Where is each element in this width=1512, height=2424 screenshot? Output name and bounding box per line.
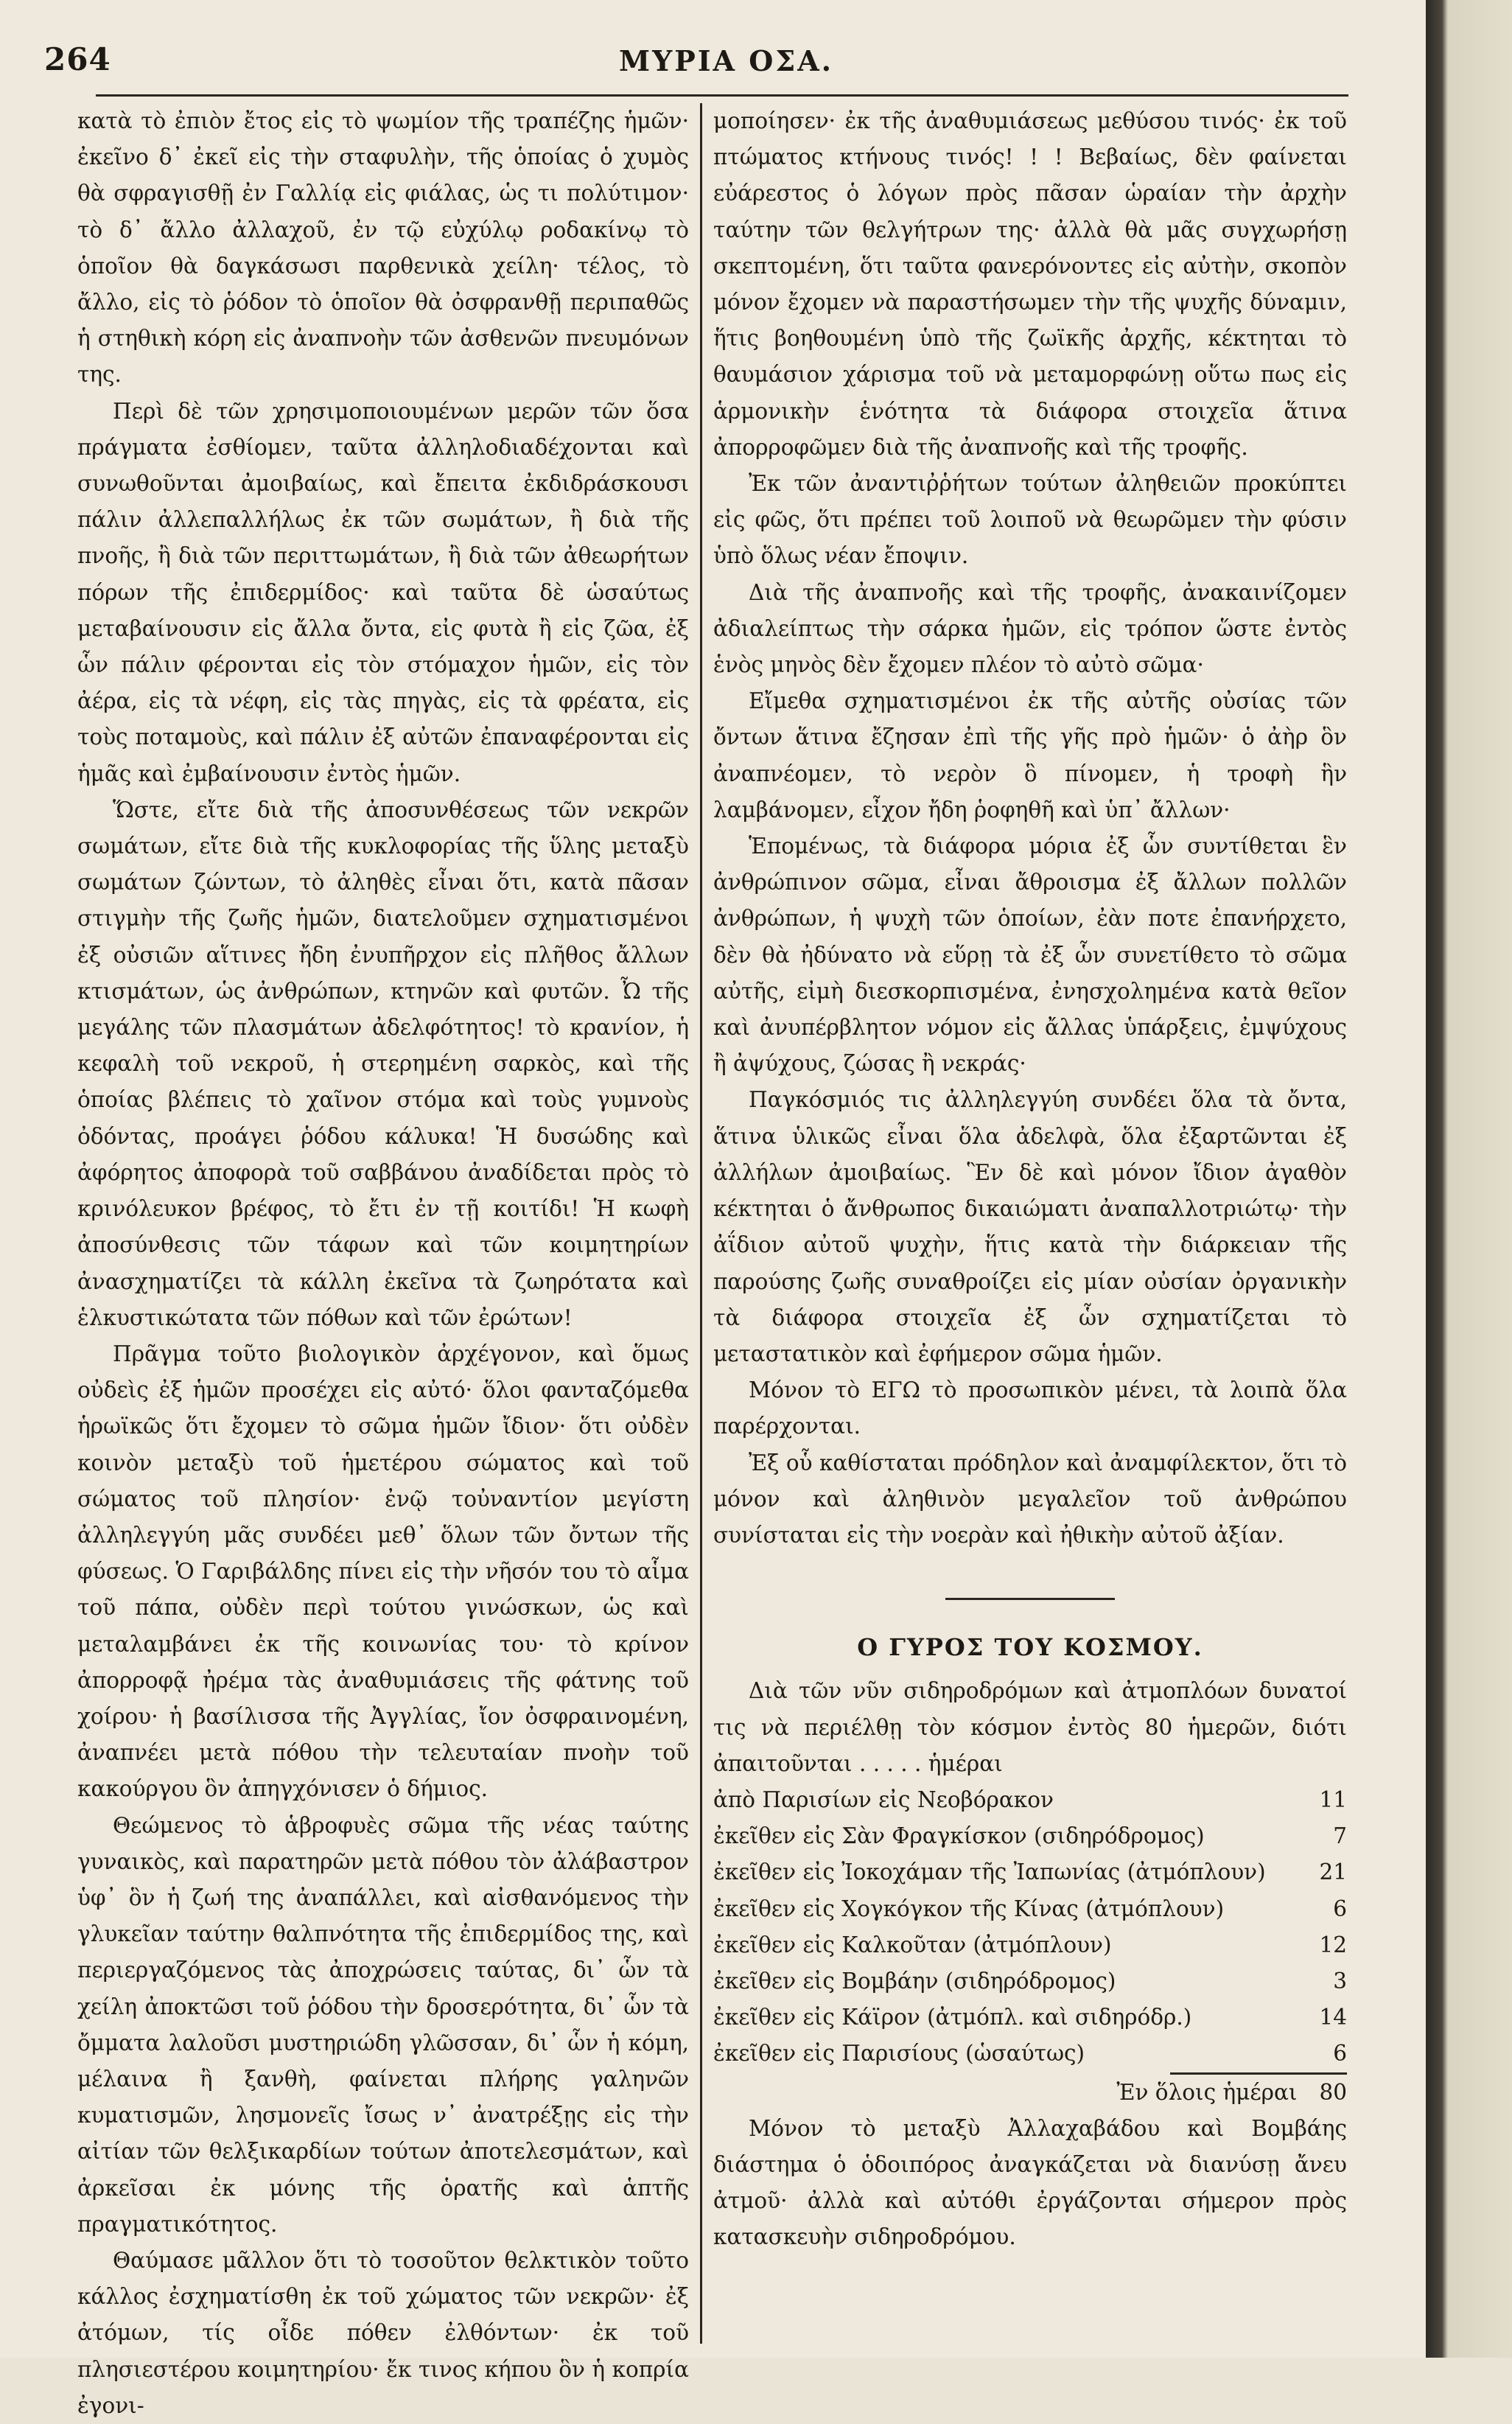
- route: ἐκεῖθεν εἰς Χογκόγκον τῆς Κίνας (ἀτμόπλουν): [713, 1896, 1225, 1921]
- days: 6: [1333, 2041, 1347, 2067]
- page-number: 264: [44, 41, 111, 77]
- column-divider: [700, 103, 702, 2344]
- paragraph: Ἐξ οὗ καθίσταται πρόδηλον καὶ ἀναμφίλεκτον, ὅτι τὸ μόνον καὶ ἀληθινὸν μεγαλεῖον τοῦ ἀνθρώπου συνίσταται εἰς τὴν νοερὰν καὶ ἠθικὴν αὐτοῦ ἀξίαν.: [713, 1450, 1347, 1548]
- total-row: [713, 2075, 1347, 2111]
- itinerary-row: [713, 1891, 1347, 1927]
- page-header: [44, 29, 1341, 88]
- days: 6: [1333, 1896, 1347, 1921]
- paragraph: Πρᾶγμα τοῦτο βιολογικὸν ἀρχέγονον, καὶ ὅμως οὐδεὶς ἐξ ἡμῶν προσέχει εἰς αὐτό· ὅλοι φανταζόμεθα ἡρωϊκῶς ὅτι ἔχομεν τὸ σῶμα ἡμῶν ἴδιον· ὅτι οὐδὲν κοινὸν μεταξὺ τοῦ ἡμετέρου σώματος καὶ τοῦ σώματος τοῦ πλησίον· ἐνῷ τοὐναντίον μεγίστη ἀλληλεγγύη μᾶς συνδέει μεθ᾽ ὅλων τῶν ὄντων τῆς φύσεως. Ὁ Γαριβάλδης πίνει εἰς τὴν νῆσόν του τὸ αἷμα τοῦ πάπα, οὐδὲν περὶ τούτου γινώσκων, ὡς καὶ μεταλαμβάνει ἐκ τῆς κοινωνίας του· τὸ κρίνον ἀπορροφᾷ ἠρέμα τὰς ἀναθυμιάσεις τῆς φάτνης τοῦ χοίρου· ἡ βασίλισσα τῆς Ἀγγλίας, ἴον ὀσφραινομένη, ἀναπνέει μετὰ πόθου τὴν τελευταίαν πνοὴν τοῦ κακούργου ὃν ἀπηγχόνισεν ὁ δήμιος.: [77, 1341, 689, 1802]
- paragraph: Περὶ δὲ τῶν χρησιμοποιουμένων μερῶν τῶν ὅσα πράγματα ἐσθίομεν, ταῦτα ἀλληλοδιαδέχονται καὶ συνωθοῦνται ἀμοιβαίως, καὶ ἔπειτα ἐκδιδράσκουσι πάλιν ἀλλεπαλλήλως ἐκ τῶν σωμάτων, ἢ διὰ τῆς πνοῆς, ἢ διὰ τῶν περιττωμάτων, ἢ διὰ τῶν ἀθεωρήτων πόρων τῆς ἐπιδερμίδος· καὶ ταῦτα δὲ ὡσαύτως μεταβαίνουσιν εἰς ἄλλα ὄντα, εἰς φυτὰ ἢ εἰς ζῶα, ἐξ ὧν πάλιν φέρονται εἰς τὸν στόμαχον ἡμῶν, εἰς τὸν ἀέρα, εἰς τὰ νέφη, εἰς τὰς πηγὰς, εἰς τὰ φρέατα, εἰς τοὺς ποταμοὺς, καὶ πάλιν ἐξ αὐτῶν ἐπαναφέρονται εἰς ἡμᾶς καὶ ἐμβαίνουσιν ἐντὸς ἡμῶν.: [77, 398, 689, 786]
- tour-intro: [713, 1673, 1347, 1782]
- paragraph: κατὰ τὸ ἐπιὸν ἔτος εἰς τὸ ψωμίον τῆς τραπέζης ἡμῶν· ἐκεῖνο δ᾽ ἐκεῖ εἰς τὴν σταφυλὴν, τῆς ὁποίας ὁ χυμὸς θὰ σφραγισθῇ ἐν Γαλλίᾳ εἰς φιάλας, ὡς τι πολύτιμον· τὸ δ᾽ ἄλλο ἀλλαχοῦ, ἐν τῷ εὐχύλῳ ροδακίνῳ τὸ ὁποῖον θὰ δαγκάσωσι παρθενικὰ χείλη· τέλος, τὸ ἄλλο, εἰς τὸ ῥόδον τὸ ὁποῖον θὰ ὀσφρανθῇ περιπαθῶς ἡ στηθικὴ κόρη εἰς ἀναπνοὴν τῶν ἀσθενῶν πνευμόνων της.: [77, 108, 689, 388]
- right-column: [713, 103, 1347, 2256]
- itinerary-table: [713, 1782, 1347, 2072]
- days-label: ἡμέραι: [928, 1750, 1003, 1776]
- left-column: [77, 103, 689, 2424]
- paragraph: Διὰ τῆς ἀναπνοῆς καὶ τῆς τροφῆς, ἀνακαινίζομεν ἀδιαλείπτως τὴν σάρκα ἡμῶν, εἰς τρόπον ὥστε ἐντὸς ἑνὸς μηνὸς δὲν ἔχομεν πλέον τὸ αὐτὸ σῶμα·: [713, 579, 1347, 678]
- paragraph: Θεώμενος τὸ ἁβροφυὲς σῶμα τῆς νέας ταύτης γυναικὸς, καὶ παρατηρῶν μετὰ πόθου τὸν ἀλάβαστρον ὑφ᾽ ὃν ἡ ζωή της ἀναπάλλει, καὶ αἰσθανόμενος τὴν γλυκεῖαν ταύτην θαλπνότητα τῆς ἐπιδερμίδος της, καὶ περιεργαζόμενος τὰς ἀποχρώσεις ταύτας, δι᾽ ὧν τὰ χείλη ἀποκτῶσι τοῦ ῥόδου τὴν δροσερότητα, δι᾽ ὧν τὰ ὄμματα λαλοῦσι μυστηριώδη γλῶσσαν, δι᾽ ὧν ἡ κόμη, μέλαινα ἢ ξανθὴ, φαίνεται πλήρης γαληνῶν κυματισμῶν, λησμονεῖς ἴσως ν᾽ ἀνατρέξῃς εἰς τὴν αἰτίαν τῶν θελξικαρδίων τούτων ἀποτελεσμάτων, καὶ ἀρκεῖσαι ἐκ μόνης τῆς ὁρατῆς καὶ ἁπτῆς πραγματικότητος.: [77, 1812, 689, 2237]
- route: ἀπὸ Παρισίων εἰς Νεοβόρακον: [713, 1786, 1054, 1812]
- itinerary-row: [713, 2036, 1347, 2072]
- days: 3: [1333, 1968, 1347, 1994]
- route: ἐκεῖθεν εἰς Ἰοκοχάμαν τῆς Ἰαπωνίας (ἀτμόπλουν): [713, 1859, 1266, 1885]
- header-rule: [96, 94, 1348, 97]
- paragraph-continuation: μοποίησεν· ἐκ τῆς ἀναθυμιάσεως μεθύσου τινός· ἐκ τοῦ πτώματος κτήνους τινός! ! ! Βεβαίως, δὲν φαίνεται εὐάρεστος ὁ λόγων πρὸς πᾶσαν ὡραίαν τὴν ἀρχὴν ταύτην τῶν θελγήτρων της· ἀλλὰ θὰ μᾶς συγχωρήσῃ σκεπτομένη, ὅτι ταῦτα φανερόνοντες εἰς αὐτὴν, σκοπὸν μόνον ἔχομεν νὰ παραστήσωμεν τὴν τῆς ψυχῆς δύναμιν, ἥτις βοηθουμένη ὑπὸ τῆς ζωϊκῆς ἀρχῆς, κέκτηται τὸ θαυμάσιον χάρισμα τοῦ νὰ μεταμορφώνῃ οὕτω πως εἰς ἁρμονικὴν ἑνότητα τὰ διάφορα στοιχεῖα ἅτινα ἀπορροφῶμεν διὰ τῆς ἀναπνοῆς καὶ τῆς τροφῆς.: [713, 108, 1347, 460]
- paragraph: Ἑπομένως, τὰ διάφορα μόρια ἐξ ὧν συντίθεται ἓν ἀνθρώπινον σῶμα, εἶναι ἄθροισμα ἐξ ἄλλων πολλῶν ἀνθρώπων, ἡ ψυχὴ τῶν ὁποίων, ἐὰν ποτε ἐπανήρχετο, δὲν θὰ ἠδύνατο νὰ εὕρῃ τὰ ἐξ ὧν συνετίθετο τὸ σῶμα αὐτῆς, εἰμὴ διεσκορπισμένα, ἐνησχολημένα κατὰ θεῖον καὶ ἀνυπέρβλητον νόμον εἰς ἄλλας ὑπάρξεις, ἐμψύχους ἢ ἀψύχους, ζώσας ἢ νεκράς·: [713, 834, 1347, 1077]
- section-title: Ο ΓΥΡΟΣ ΤΟΥ ΚΟΣΜΟΥ.: [857, 1633, 1203, 1662]
- adjacent-page-edge: [1426, 0, 1512, 2358]
- total-label: Ἐν ὅλοις ἡμέραι: [1116, 2079, 1298, 2105]
- route: ἐκεῖθεν εἰς Βομβάην (σιδηρόδρομος): [713, 1968, 1116, 1994]
- days: 12: [1319, 1932, 1347, 1957]
- itinerary-row: [713, 1854, 1347, 1890]
- days: 14: [1319, 2005, 1347, 2030]
- paragraph: Ὥστε, εἴτε διὰ τῆς ἀποσυνθέσεως τῶν νεκρῶν σωμάτων, εἴτε διὰ τῆς κυκλοφορίας τῆς ὕλης μεταξὺ σωμάτων ζώντων, τὸ ἀληθὲς εἶναι ὅτι, κατὰ πᾶσαν στιγμὴν τῆς ζωῆς ἡμῶν, διατελοῦμεν σχηματισμένοι ἐξ οὐσιῶν αἵτινες ἤδη ἐνυπῆρχον εἰς πλῆθος ἄλλων κτισμάτων, ὡς ἀνθρώπων, κτηνῶν καὶ φυτῶν. Ὦ τῆς μεγάλης τῶν πλασμάτων ἀδελφότητος! τὸ κρανίον, ἡ κεφαλὴ τοῦ νεκροῦ, ἡ στερημένη σαρκὸς, καὶ τῆς ὁποίας βλέπεις τὸ χαῖνον στόμα καὶ τοὺς γυμνοὺς ὀδόντας, προάγει ῥόδου κάλυκα! Ἡ δυσώδης καὶ ἀφόρητος ἀποφορὰ τοῦ σαββάνου ἀναδίδεται πρὸς τὸ κρινόλευκον βρέφος, τὸ ἔτι ἐν τῇ κοιτίδι! Ἡ κωφὴ ἀποσύνθεσις τῶν τάφων καὶ τῶν κοιμητηρίων ἀνασχηματίζει τὰ κάλλη ἐκεῖνα τὰ ζωηρότατα καὶ ἑλκυστικώτατα τῶν πόθων καὶ τῶν ἐρώτων!: [77, 797, 689, 1330]
- paragraph: Εἴμεθα σχηματισμένοι ἐκ τῆς αὐτῆς οὐσίας τῶν ὄντων ἅτινα ἔζησαν ἐπὶ τῆς γῆς πρὸ ἡμῶν· ὁ ἀὴρ ὃν ἀναπνέομεν, τὸ νερὸν ὃ πίνομεν, ἡ τροφὴ ἣν λαμβάνομεν, εἶχον ἤδη ῥοφηθῆ καὶ ὑπ᾽ ἄλλων·: [713, 688, 1347, 822]
- paragraph: Θαύμασε μᾶλλον ὅτι τὸ τοσοῦτον θελκτικὸν τοῦτο κάλλος ἐσχηματίσθη ἐκ τοῦ χώματος τῶν νεκρῶν· ἐξ ἀτόμων, τίς οἶδε πόθεν ἐλθόντων· ἐκ τοῦ πλησιεστέρου κοιμητηρίου· ἔκ τινος κήπου ὃν ἡ κοπρία ἐγονι-: [77, 2247, 689, 2418]
- leader-dots: . . . . .: [858, 1750, 922, 1776]
- itinerary-row: [713, 1818, 1347, 1854]
- route: ἐκεῖθεν εἰς Παρισίους (ὡσαύτως): [713, 2041, 1085, 2067]
- days: 11: [1319, 1786, 1347, 1812]
- tour-intro-text: Διὰ τῶν νῦν σιδηροδρόμων καὶ ἀτμοπλόων δυνατοί τις νὰ περιέλθῃ τὸν κόσμον ἐντὸς 80 ἡμερῶν, διότι ἀπαιτοῦνται: [713, 1678, 1347, 1776]
- section-rule: [945, 1598, 1115, 1600]
- itinerary-row: [713, 1999, 1347, 2036]
- paragraph: Μόνον τὸ ΕΓΩ τὸ προσωπικὸν μένει, τὰ λοιπὰ ὅλα παρέρχονται.: [713, 1377, 1347, 1439]
- days: 21: [1319, 1859, 1347, 1885]
- itinerary-row: [713, 1782, 1347, 1818]
- paragraph: Ἐκ τῶν ἀναντιῤῥήτων τούτων ἀληθειῶν προκύπτει εἰς φῶς, ὅτι πρέπει τοῦ λοιποῦ νὰ θεωρῶμεν τὴν φύσιν ὑπὸ ὅλως νέαν ἔποψιν.: [713, 471, 1347, 569]
- days: 7: [1333, 1823, 1347, 1849]
- total-days: 80: [1319, 2079, 1347, 2105]
- running-title: ΜΥΡΙΑ ΟΣΑ.: [619, 44, 833, 77]
- tour-closing: Μόνον τὸ μεταξὺ Ἀλλαχαβάδου καὶ Βομβάης διάστημα ὁ ὁδοιπόρος ἀναγκάζεται νὰ διανύσῃ ἄνευ ἀτμοῦ· ἀλλὰ καὶ αὐτόθι ἐργάζονται σήμερον πρὸς κατασκευὴν σιδηροδρόμου.: [713, 2115, 1347, 2250]
- route: ἐκεῖθεν εἰς Κάϊρον (ἀτμόπλ. καὶ σιδηρόδρ.): [713, 2005, 1192, 2030]
- route: ἐκεῖθεν εἰς Σὰν Φραγκίσκον (σιδηρόδρομος): [713, 1823, 1205, 1849]
- paragraph: Παγκόσμιός τις ἀλληλεγγύη συνδέει ὅλα τὰ ὄντα, ἅτινα ὑλικῶς εἶναι ὅλα ἀδελφὰ, ὅλα ἐξαρτῶνται ἐξ ἀλλήλων ἀμοιβαίως. Ἓν δὲ καὶ μόνον ἴδιον ἀγαθὸν κέκτηται ὁ ἄνθρωπος δικαιώματι ἀναπαλλοτριώτῳ· τὴν ἀΐδιον αὐτοῦ ψυχὴν, ἥτις κατὰ τὴν διάρκειαν τῆς παρούσης ζωῆς συναθροίζει εἰς μίαν οὐσίαν ὀργανικὴν τὰ διάφορα στοιχεῖα ἐξ ὧν σχηματίζεται τὸ μεταστατικὸν καὶ ἐφήμερον σῶμα ἡμῶν.: [713, 1087, 1347, 1366]
- route: ἐκεῖθεν εἰς Καλκοῦταν (ἀτμόπλουν): [713, 1932, 1112, 1957]
- itinerary-row: [713, 1963, 1347, 1999]
- itinerary-row: [713, 1927, 1347, 1963]
